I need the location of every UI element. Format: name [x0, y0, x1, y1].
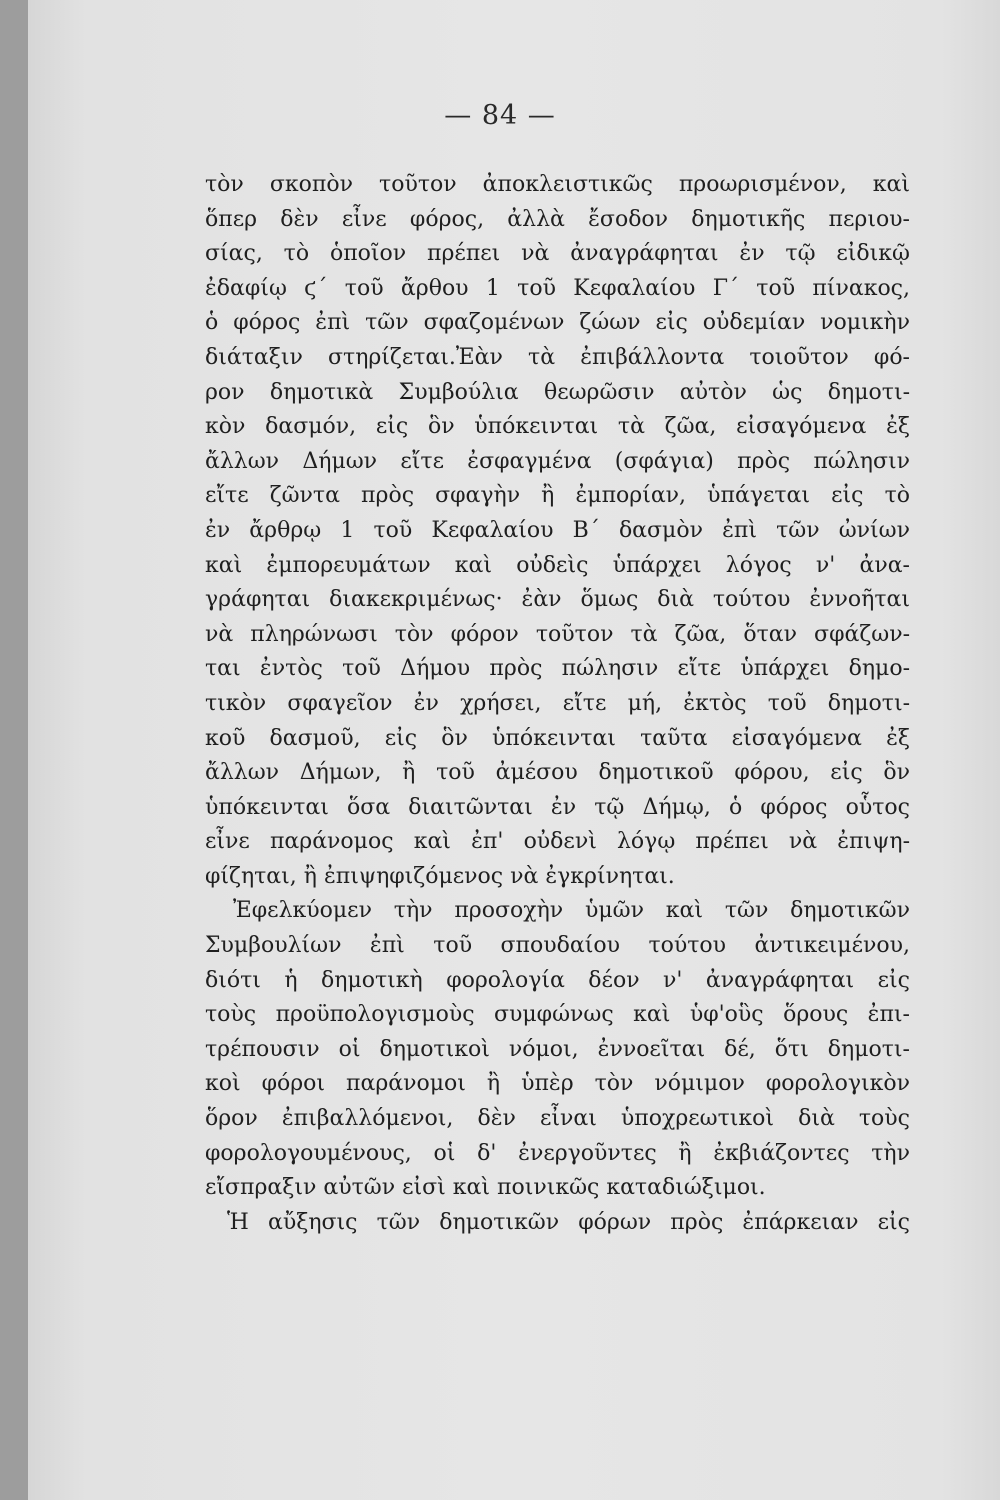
text-line: ται ἐντὸς τοῦ Δήμου πρὸς πώλησιν εἴτε ὑπάρχει δημο-: [205, 656, 910, 682]
text-line: τρέπουσιν οἱ δημοτικοὶ νόμοι, ἐννοεῖται δέ, ὅτι δημοτι-: [205, 1036, 910, 1062]
paragraph-start-line: Ἡ αὔξησις τῶν δημοτικῶν φόρων πρὸς ἐπάρκειαν εἰς: [227, 1209, 910, 1235]
paragraph-end-line: εἴσπραξιν αὐτῶν εἰσὶ καὶ ποινικῶς καταδιώξιμοι.: [205, 1175, 766, 1201]
text-line: τοὺς προϋπολογισμοὺς συμφώνως καὶ ὑφ'οὓς ὅρους ἐπι-: [205, 1002, 910, 1028]
paragraph-end-line: φίζηται, ἢ ἐπιψηφιζόμενος νὰ ἐγκρίνηται.: [205, 863, 675, 889]
text-line: ὁ φόρος ἐπὶ τῶν σφαζομένων ζώων εἰς οὐδεμίαν νομικὴν: [205, 310, 910, 336]
text-line: ἄλλων Δήμων, ἢ τοῦ ἀμέσου δημοτικοῦ φόρου, εἰς ὃν: [205, 760, 910, 786]
paragraph-start-line: Ἐφελκύομεν τὴν προσοχὴν ὑμῶν καὶ τῶν δημοτικῶν: [233, 898, 910, 924]
body-text: [205, 168, 910, 1240]
text-line: ὅπερ δὲν εἶνε φόρος, ἀλλὰ ἔσοδον δημοτικῆς περιου-: [205, 206, 910, 232]
text-line: Συμβουλίων ἐπὶ τοῦ σπουδαίου τούτου ἀντικειμένου,: [205, 933, 910, 959]
text-line: ὑπόκεινται ὅσα διαιτῶνται ἐν τῷ Δήμῳ, ὁ φόρος οὗτος: [205, 794, 910, 820]
text-line: καὶ ἐμπορευμάτων καὶ οὐδεὶς ὑπάρχει λόγος ν' ἀνα-: [205, 552, 910, 578]
text-line: κὸν δασμόν, εἰς ὃν ὑπόκεινται τὰ ζῶα, εἰσαγόμενα ἐξ: [205, 414, 910, 440]
text-line: τικὸν σφαγεῖον ἐν χρήσει, εἴτε μή, ἐκτὸς τοῦ δημοτι-: [205, 690, 910, 716]
text-line: ἄλλων Δήμων εἴτε ἐσφαγμένα (σφάγια) πρὸς πώλησιν: [205, 448, 910, 474]
text-line: τὸν σκοπὸν τοῦτον ἀποκλειστικῶς προωρισμένον, καὶ: [205, 172, 910, 197]
text-line: εἴτε ζῶντα πρὸς σφαγὴν ἢ ἐμπορίαν, ὑπάγεται εἰς τὸ: [205, 483, 910, 509]
text-line: ὅρον ἐπιβαλλόμενοι, δὲν εἶναι ὑποχρεωτικοὶ διὰ τοὺς: [205, 1106, 910, 1132]
text-line: ἐδαφίῳ ϛ΄ τοῦ ἄρθου 1 τοῦ Κεφαλαίου Γ΄ τοῦ πίνακος,: [205, 275, 910, 301]
text-line: φορολογουμένους, οἱ δ' ἐνεργοῦντες ἢ ἐκβιάζοντες τὴν: [205, 1140, 910, 1166]
text-line: κοὶ φόροι παράνομοι ἢ ὑπὲρ τὸν νόμιμον φορολογικὸν: [205, 1071, 910, 1097]
text-line: εἶνε παράνομος καὶ ἐπ' οὐδενὶ λόγῳ πρέπει νὰ ἐπιψη-: [205, 829, 910, 855]
text-line: σίας, τὸ ὁποῖον πρέπει νὰ ἀναγράφηται ἐν τῷ εἰδικῷ: [205, 241, 910, 267]
text-line: κοῦ δασμοῦ, εἰς ὃν ὑπόκεινται ταῦτα εἰσαγόμενα ἐξ: [205, 725, 910, 751]
text-line: γράφηται διακεκριμένως· ἐὰν ὅμως διὰ τούτου ἐννοῆται: [205, 587, 910, 613]
text-line: ἐν ἄρθρῳ 1 τοῦ Κεφαλαίου Β΄ δασμὸν ἐπὶ τῶν ὠνίων: [205, 517, 910, 543]
text-line: ρον δημοτικὰ Συμβούλια θεωρῶσιν αὐτὸν ὡς δημοτι-: [205, 379, 910, 405]
text-line: νὰ πληρώνωσι τὸν φόρον τοῦτον τὰ ζῶα, ὅταν σφάζων-: [205, 621, 910, 647]
text-line: διότι ἡ δημοτικὴ φορολογία δέον ν' ἀναγράφηται εἰς: [205, 967, 910, 993]
text-line: διάταξιν στηρίζεται.Ἐὰν τὰ ἐπιβάλλοντα τοιοῦτον φό-: [205, 344, 910, 370]
page-number: — 84 —: [444, 100, 556, 131]
